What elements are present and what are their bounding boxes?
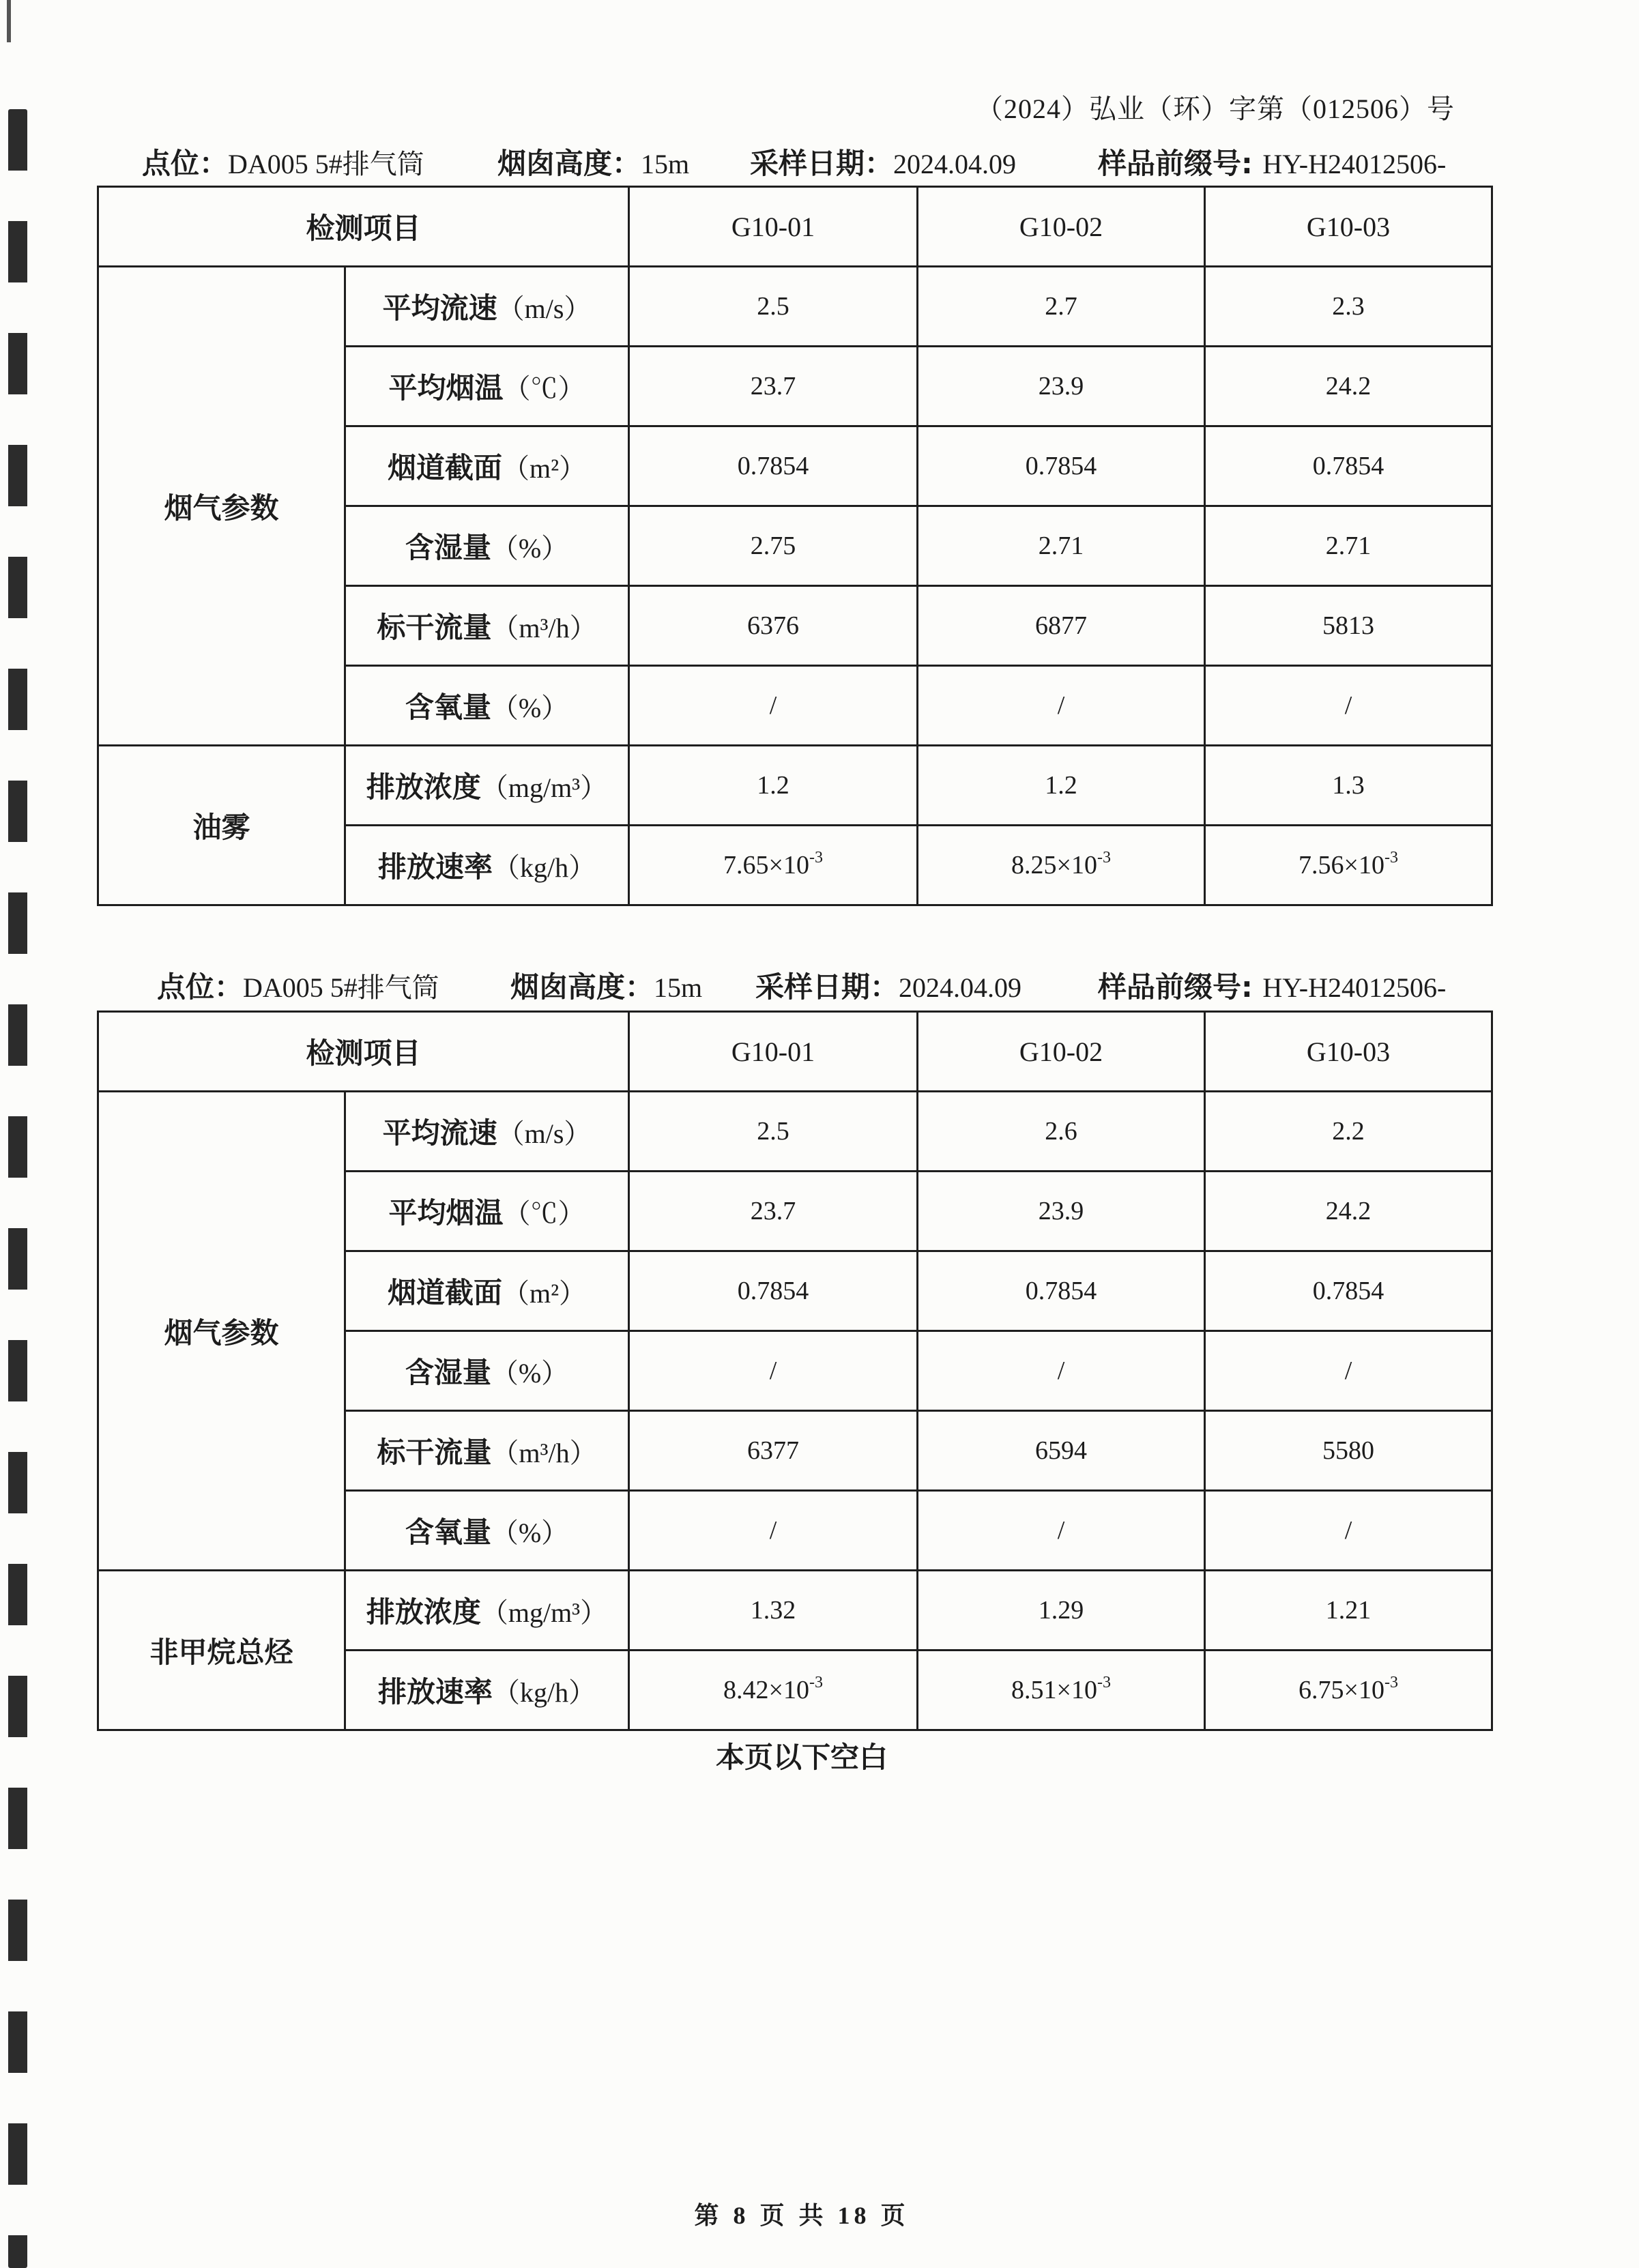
item-label	[345, 1651, 629, 1730]
sample-prefix-info	[1098, 970, 1446, 1006]
item-unit: （%）	[491, 1358, 569, 1389]
header-sample-cell: G10-02	[918, 187, 1205, 267]
header-sample-cell: G10-01	[629, 1012, 918, 1092]
item-label	[345, 1331, 629, 1411]
point-label: 点位：	[142, 147, 229, 180]
item-label	[345, 1491, 629, 1571]
value-cell: 1.2	[629, 746, 918, 826]
item-unit: （m²）	[502, 453, 587, 484]
report-number: （2024）弘业（环）字第（012506）号	[976, 93, 1455, 124]
item-label	[345, 1571, 629, 1651]
table-row	[98, 1571, 1492, 1651]
item-label	[345, 1411, 629, 1491]
header-item-cell: 检测项目	[98, 1012, 629, 1092]
value-cell	[1205, 826, 1492, 905]
table-row	[98, 746, 1492, 826]
item-name: 平均烟温	[388, 371, 504, 405]
value-cell: 2.7	[918, 267, 1205, 347]
item-label	[345, 826, 629, 905]
value-cell: 2.3	[1205, 267, 1492, 347]
stack-height-value: 15m	[654, 972, 703, 1003]
value-cell: /	[918, 1331, 1205, 1411]
binding-mark-top	[7, 0, 11, 42]
item-label	[345, 1251, 629, 1331]
value-cell: 2.71	[1205, 506, 1492, 586]
sample-prefix-info	[1098, 146, 1446, 182]
item-name: 含氧量	[405, 1515, 491, 1549]
sampling-date-label: 采样日期：	[755, 970, 899, 1004]
item-label	[345, 506, 629, 586]
item-label	[345, 426, 629, 506]
value-exponent: -3	[1097, 849, 1111, 867]
value-cell: 0.7854	[1205, 1251, 1492, 1331]
value-exponent: -3	[809, 849, 823, 867]
stack-height-value: 15m	[641, 149, 690, 179]
binding-holes-shadow	[8, 109, 27, 2268]
header-sample-cell: G10-03	[1205, 187, 1492, 267]
item-name: 标干流量	[377, 1436, 492, 1469]
table-row	[98, 267, 1492, 347]
item-unit: （%）	[491, 533, 569, 564]
value-cell	[1205, 1651, 1492, 1730]
item-unit: （m³/h）	[491, 613, 597, 643]
value-cell: 1.32	[629, 1571, 918, 1651]
value-cell: 5580	[1205, 1411, 1492, 1491]
value-cell: 5813	[1205, 586, 1492, 666]
stack-height-label: 烟囱高度：	[497, 147, 641, 180]
value-cell: /	[629, 666, 918, 746]
value-cell: 6877	[918, 586, 1205, 666]
value-cell: 6376	[629, 586, 918, 666]
value-cell	[918, 1651, 1205, 1730]
value-cell: 0.7854	[629, 426, 918, 506]
item-label	[345, 267, 629, 347]
item-label	[345, 1092, 629, 1172]
item-unit: （m/s）	[497, 1118, 592, 1149]
table-header-row	[98, 1012, 1492, 1092]
value-cell: 0.7854	[1205, 426, 1492, 506]
value-cell: 2.5	[629, 1092, 918, 1172]
value-mantissa: 6.75×10	[1299, 1676, 1384, 1704]
sample-prefix-label: 样品前缀号:	[1098, 970, 1263, 1004]
value-cell: /	[1205, 666, 1492, 746]
item-name: 排放浓度	[366, 770, 481, 804]
item-name: 含湿量	[405, 531, 491, 564]
value-mantissa: 7.56×10	[1299, 851, 1384, 879]
item-label	[345, 586, 629, 666]
value-exponent: -3	[1384, 849, 1398, 867]
group-label: 烟气参数	[98, 267, 345, 746]
stack-height-info	[497, 146, 689, 182]
item-label	[345, 746, 629, 826]
sampling-date-info	[750, 146, 1016, 182]
value-cell	[629, 1651, 918, 1730]
group-label: 烟气参数	[98, 1092, 345, 1571]
item-name: 排放速率	[377, 1675, 493, 1709]
blank-below-note: 本页以下空白	[715, 1741, 888, 1774]
value-cell: /	[918, 666, 1205, 746]
item-label	[345, 1172, 629, 1251]
value-cell: 1.2	[918, 746, 1205, 826]
item-label	[345, 666, 629, 746]
item-unit: （℃）	[503, 1198, 585, 1229]
value-cell: /	[1205, 1491, 1492, 1571]
value-cell: /	[1205, 1331, 1492, 1411]
item-unit: （mg/m³）	[480, 772, 608, 803]
value-cell: 1.3	[1205, 746, 1492, 826]
item-name: 标干流量	[377, 611, 492, 644]
value-cell: 1.21	[1205, 1571, 1492, 1651]
emission-table-2	[97, 1011, 1493, 1731]
value-cell	[918, 826, 1205, 905]
point-label: 点位：	[157, 970, 244, 1004]
value-cell: 1.29	[918, 1571, 1205, 1651]
page-footer: 第 8 页 共 18 页	[694, 2202, 910, 2229]
value-exponent: -3	[1097, 1674, 1111, 1691]
item-name: 平均烟温	[388, 1196, 504, 1230]
item-name: 平均流速	[382, 1116, 497, 1150]
item-name: 排放速率	[377, 850, 493, 884]
item-unit: （mg/m³）	[480, 1597, 608, 1628]
header-sample-cell: G10-01	[629, 187, 918, 267]
value-cell: 2.2	[1205, 1092, 1492, 1172]
value-cell: 0.7854	[918, 1251, 1205, 1331]
point-value: DA005 5#排气筒	[243, 972, 439, 1003]
value-cell: 0.7854	[918, 426, 1205, 506]
item-name: 平均流速	[382, 291, 497, 325]
table-header-row	[98, 187, 1492, 267]
sample-prefix-label: 样品前缀号:	[1098, 147, 1263, 180]
stack-height-info	[510, 970, 702, 1006]
value-exponent: -3	[1384, 1674, 1398, 1691]
value-cell: 23.7	[629, 347, 918, 426]
value-cell: 23.7	[629, 1172, 918, 1251]
value-cell: /	[629, 1331, 918, 1411]
value-cell: 6377	[629, 1411, 918, 1491]
value-exponent: -3	[809, 1674, 823, 1691]
value-cell: 2.75	[629, 506, 918, 586]
point-info	[157, 970, 439, 1006]
stack-height-label: 烟囱高度：	[510, 970, 654, 1004]
value-cell: 24.2	[1205, 347, 1492, 426]
value-mantissa: 8.42×10	[723, 1676, 809, 1704]
value-cell: 23.9	[918, 347, 1205, 426]
point-value: DA005 5#排气筒	[228, 149, 424, 179]
header-sample-cell: G10-02	[918, 1012, 1205, 1092]
value-cell: 0.7854	[629, 1251, 918, 1331]
item-name: 排放浓度	[366, 1595, 481, 1629]
value-cell: 2.71	[918, 506, 1205, 586]
item-name: 烟道截面	[387, 1276, 502, 1309]
item-unit: （%）	[491, 1517, 569, 1548]
point-info	[142, 146, 424, 182]
table-row	[98, 1092, 1492, 1172]
item-label	[345, 347, 629, 426]
sampling-date-value: 2024.04.09	[893, 149, 1017, 179]
value-cell: 2.6	[918, 1092, 1205, 1172]
item-name: 含氧量	[405, 690, 491, 724]
value-cell: /	[918, 1491, 1205, 1571]
item-unit: （m²）	[502, 1278, 587, 1309]
value-cell	[629, 826, 918, 905]
value-cell: 6594	[918, 1411, 1205, 1491]
group-label: 非甲烷总烃	[98, 1571, 345, 1730]
item-unit: （℃）	[503, 373, 585, 404]
value-cell: 24.2	[1205, 1172, 1492, 1251]
sample-prefix-value: HY-H24012506-	[1262, 972, 1447, 1003]
item-unit: （kg/h）	[492, 1677, 596, 1708]
value-cell: /	[629, 1491, 918, 1571]
value-mantissa: 7.65×10	[723, 851, 809, 879]
value-cell: 23.9	[918, 1172, 1205, 1251]
item-name: 烟道截面	[387, 451, 502, 484]
value-cell: 2.5	[629, 267, 918, 347]
header-sample-cell: G10-03	[1205, 1012, 1492, 1092]
value-mantissa: 8.25×10	[1011, 851, 1097, 879]
item-unit: （m³/h）	[491, 1438, 597, 1468]
group-label: 油雾	[98, 746, 345, 905]
sampling-date-label: 采样日期：	[750, 147, 894, 180]
header-item-cell: 检测项目	[98, 187, 629, 267]
sample-prefix-value: HY-H24012506-	[1262, 149, 1447, 179]
emission-table-1	[97, 186, 1493, 906]
sampling-date-value: 2024.04.09	[899, 972, 1022, 1003]
item-unit: （kg/h）	[492, 852, 596, 883]
item-unit: （%）	[491, 693, 569, 723]
value-mantissa: 8.51×10	[1011, 1676, 1097, 1704]
sampling-date-info	[755, 970, 1021, 1006]
item-name: 含湿量	[405, 1356, 491, 1389]
item-unit: （m/s）	[497, 293, 592, 324]
